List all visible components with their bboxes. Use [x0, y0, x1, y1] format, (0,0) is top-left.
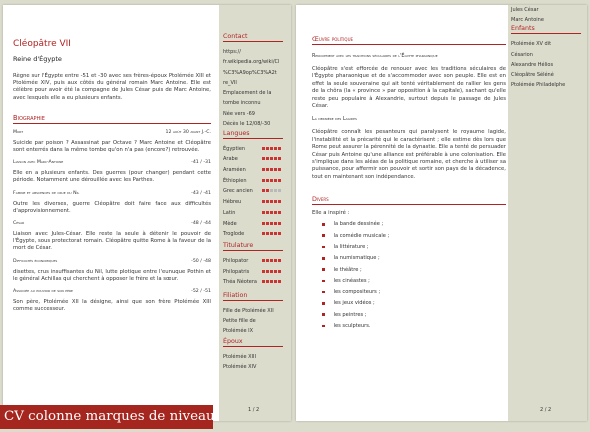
enfants-list	[508, 39, 587, 90]
level-mark	[266, 222, 269, 225]
divers-item	[322, 298, 506, 309]
bullet-icon	[322, 280, 325, 283]
titulature-name: Philopatris	[223, 268, 250, 275]
filiation-list	[219, 306, 291, 337]
enfant-line: Ptolémée XV dit	[511, 41, 552, 48]
langue-name: Éthiopien	[223, 177, 247, 184]
langue-name: Mède	[223, 220, 237, 227]
titulature-name: Philopator	[223, 257, 249, 264]
level-mark	[278, 232, 281, 235]
level-mark	[278, 259, 281, 262]
level-mark	[262, 157, 265, 160]
oeuvre-paragraph-1: Cléopâtre s'est efforcée de renouer avec les traditions séculaires de l'Égypte pharaonique et de s'accommoder avec son peuple. Elle est en effet la seule souveraine qui ait tenté véritablement de rallier les gens de la chôra (la « province » par opposition à la capitale), sachant qu'elle reste peu populaire à Alexandrie, surtout depuis le passage de Jules César.	[312, 66, 506, 110]
level-mark	[270, 168, 273, 171]
enfant-line: Césarion	[511, 51, 533, 58]
level-mark	[274, 232, 277, 235]
level-mark	[278, 179, 281, 182]
epoux-continued-list	[508, 5, 587, 25]
level-mark	[278, 147, 281, 150]
biography-entry-text: Elle en a plusieurs enfants. Des guerres (pour changer) pendant cette période. Notamment une dérouillée avec les Parthes.	[13, 170, 211, 184]
contact-line: tombe inconnu	[223, 100, 261, 107]
level-mark	[278, 200, 281, 203]
level-marks	[262, 188, 282, 194]
langue-row	[223, 197, 291, 208]
langue-name: Troglode	[223, 231, 245, 238]
person-role: Reine d'Égypte	[13, 55, 62, 63]
langue-name: Hébreu	[223, 199, 242, 206]
biography-entry-header	[13, 130, 211, 135]
divers-item-text: le théâtre ;	[333, 266, 362, 273]
divers-item	[322, 275, 506, 286]
level-mark	[262, 147, 265, 150]
contact-line: re_VII	[223, 79, 237, 86]
epoux-line: Ptolémée XIII	[223, 353, 256, 360]
biography-list	[13, 130, 211, 314]
biography-entry-text: disettes, crus insuffisantes du Nil, lutte plotique entre l'eunuque Pothin et le général Achillas qui cherchent à opposer le frère et la sœur.	[13, 268, 211, 282]
page-1	[3, 5, 291, 421]
divers-item-text: les peintres ;	[333, 311, 367, 318]
biography-entry-date: -43 / -41	[191, 190, 211, 196]
titulature-row	[223, 277, 291, 288]
level-mark	[274, 189, 277, 192]
titulature-heading: Titulature	[223, 242, 283, 251]
level-marks	[262, 269, 282, 275]
level-mark	[278, 222, 281, 225]
level-mark	[274, 168, 277, 171]
level-mark	[274, 280, 277, 283]
level-mark	[278, 189, 281, 192]
biography-entry-date: -50 / -48	[191, 258, 211, 264]
biography-entry-text: Liaison avec Jules-César. Elle reste la seule à détenir le pouvoir de l'Égypte, sous protectorat romain. Cléopâtre quitte Rome à la faveur de la mort de César.	[13, 231, 211, 252]
divers-item-text: les jeux vidéos ;	[333, 300, 375, 307]
page-2	[296, 5, 587, 421]
biography-entry-text: Son père, Ptolémée XII la désigne, ainsi que son frère Ptolémée XIII comme successeur.	[13, 299, 211, 313]
biography-entry-text: Suicide par poison ? Assassinat par Octave ? Marc Antoine et Cléopâtre sont enterrés dans la même tombe qu'on n'a pas (encore?) retrouvée.	[13, 139, 211, 154]
bullet-icon	[322, 223, 325, 226]
langue-row	[223, 208, 291, 219]
biography-entry-title: Difficultés économiques	[13, 258, 58, 264]
titulature-row	[223, 266, 291, 277]
divers-list	[322, 219, 506, 332]
level-mark	[278, 211, 281, 214]
level-marks	[262, 167, 282, 173]
level-mark	[266, 270, 269, 273]
level-mark	[270, 211, 273, 214]
biography-entry	[13, 289, 211, 313]
oeuvre-heading: Œuvre politique	[312, 35, 506, 45]
epoux-heading: Époux	[223, 338, 283, 347]
level-mark	[266, 189, 269, 192]
level-mark	[270, 270, 273, 273]
divers-item	[322, 309, 506, 320]
biography-entry	[13, 130, 211, 154]
titulature-row	[223, 256, 291, 267]
title-banner: CV colonne marques de niveau	[0, 405, 213, 429]
level-mark	[274, 200, 277, 203]
enfants-heading: Enfants	[511, 25, 581, 34]
epoux-list	[219, 352, 291, 373]
bullet-icon	[322, 302, 325, 305]
level-mark	[262, 270, 265, 273]
biography-entry-date: -48 / -44	[191, 221, 211, 227]
divers-item	[322, 253, 506, 264]
level-mark	[266, 200, 269, 203]
divers-item-text: les compositeurs ;	[333, 289, 381, 296]
epoux-line: Jules César	[511, 7, 539, 13]
page-2-sidebar	[508, 5, 587, 421]
level-mark	[274, 222, 277, 225]
level-mark	[270, 147, 273, 150]
biography-entry-date: 12 août 30 avant J.-C.	[165, 129, 211, 135]
level-marks	[262, 146, 282, 152]
level-mark	[266, 179, 269, 182]
level-mark	[266, 259, 269, 262]
langue-name: Araméen	[223, 167, 246, 174]
level-mark	[274, 179, 277, 182]
filiation-line: Ptolémée IX	[223, 328, 254, 335]
langue-row	[223, 218, 291, 229]
bullet-icon	[322, 313, 325, 316]
level-marks	[262, 221, 282, 227]
titulature-list	[219, 256, 291, 288]
level-mark	[262, 168, 265, 171]
level-mark	[278, 280, 281, 283]
biography-entry-text: Outre les diverses, guerre Cléopâtre doit faire face aux difficultés d'approvisionnement.	[13, 200, 211, 214]
level-mark	[274, 211, 277, 214]
divers-heading: Divers	[312, 195, 506, 205]
page-1-sidebar	[219, 5, 291, 421]
biography-entry-header	[13, 259, 211, 264]
divers-item-text: les sculpteurs.	[333, 323, 371, 329]
level-marks	[262, 199, 282, 205]
langues-list	[219, 143, 291, 239]
titulature-name: Théa Néotera	[223, 279, 257, 286]
biography-entry-title: Famine et abscences de crue du Nil	[13, 190, 80, 196]
contact-heading: Contact	[223, 33, 283, 42]
intro-paragraph: Règne sur l'Égypte entre -51 et -30 avec ses frères-époux Ptolémée XIII et Ptolémée XIV, puis aux côtés du général romain Marc Antoine. Elle est célèbre pour avoir été la compagne de Jules César puis de Marc Antoine, avec lesquels elle a eu plusieurs enfants.	[13, 73, 211, 101]
filiation-heading: Filiation	[223, 292, 283, 301]
level-mark	[270, 200, 273, 203]
divers-item-text: la numismatique ;	[333, 255, 380, 262]
page-number: 1 / 2	[248, 407, 260, 413]
filiation-line: Fille de Ptolémée XII	[223, 307, 274, 314]
level-marks	[262, 258, 282, 264]
contact-line: %C3%A9op%C3%A2t	[223, 69, 277, 76]
contact-line: Emplacement de la	[223, 90, 272, 97]
biography-entry-header	[13, 289, 211, 294]
epoux-line: Marc Antoine	[511, 17, 544, 24]
divers-intro: Elle a inspiré :	[312, 210, 350, 217]
page-1-main-column	[13, 5, 211, 421]
level-mark	[274, 147, 277, 150]
level-mark	[262, 259, 265, 262]
level-mark	[262, 200, 265, 203]
bullet-icon	[322, 268, 325, 271]
page-number: 2 / 2	[540, 407, 552, 413]
level-mark	[270, 189, 273, 192]
level-mark	[262, 280, 265, 283]
enfant-line: Alexandre Hélios	[511, 61, 554, 68]
level-mark	[274, 157, 277, 160]
langue-name: Latin	[223, 209, 236, 216]
level-mark	[262, 179, 265, 182]
biography-entry-date: -52 / -51	[191, 289, 211, 295]
langue-row	[223, 154, 291, 165]
divers-item-text: les cinéastes ;	[333, 277, 370, 284]
page-2-main-column	[312, 5, 506, 421]
biography-entry-header	[13, 221, 211, 226]
divers-item	[322, 264, 506, 275]
biography-heading: Biographie	[13, 114, 211, 124]
level-mark	[266, 211, 269, 214]
level-mark	[278, 168, 281, 171]
biography-entry	[13, 160, 211, 184]
langue-row	[223, 229, 291, 240]
bullet-icon	[322, 291, 325, 294]
oeuvre-paragraph-2: Cléopâtre connaît les pesanteurs qui paralysent le royaume lagide, l'instabilité et la précarité qui le caractérisent ; elle estime dès lors que Rome peut assurer la pérennité de la dynastie. Elle a tenté de persuader César puis Antoine qu'une alliance est préférable à une colonisation. Elle s'implique dans les aléas de la politique romaine, et cherche à utiliser sa puissance, pour affermir son pouvoir et sortir son pays de la décadence, tout en maintenant son indépendance.	[312, 129, 506, 180]
langue-row	[223, 165, 291, 176]
level-mark	[274, 270, 277, 273]
biography-entry-title: Mort	[13, 129, 24, 135]
langue-row	[223, 143, 291, 154]
langue-name: Égyptien	[223, 145, 246, 152]
biography-entry	[13, 259, 211, 283]
bullet-icon	[322, 325, 325, 328]
level-mark	[270, 280, 273, 283]
level-mark	[270, 179, 273, 182]
biography-entry-date: -41 / -31	[191, 160, 211, 166]
divers-item	[322, 320, 506, 331]
biography-entry-title: César	[13, 221, 25, 227]
level-mark	[278, 157, 281, 160]
langue-name: Arabe	[223, 156, 238, 163]
level-mark	[266, 280, 269, 283]
person-name: Cléopâtre VII	[13, 39, 71, 49]
level-mark	[270, 259, 273, 262]
level-mark	[266, 232, 269, 235]
divers-item	[322, 241, 506, 252]
bullet-icon	[322, 257, 325, 260]
langue-name: Grec ancien	[223, 188, 253, 195]
langue-row	[223, 186, 291, 197]
level-mark	[270, 222, 273, 225]
bullet-icon	[322, 246, 325, 249]
filiation-line: Petite fille de	[223, 317, 256, 324]
bullet-icon	[322, 234, 325, 237]
divers-item-text: la comédie musicale ;	[333, 232, 390, 239]
level-mark	[262, 222, 265, 225]
divers-item	[322, 219, 506, 230]
level-marks	[262, 178, 282, 184]
level-mark	[266, 168, 269, 171]
level-marks	[262, 231, 282, 237]
level-mark	[266, 157, 269, 160]
level-marks	[262, 279, 282, 285]
contact-line: Née vers -69	[223, 110, 255, 117]
biography-entry-title: Liaison avec Marc-Antoine	[13, 160, 64, 166]
level-mark	[278, 270, 281, 273]
divers-item-text: la littérature ;	[333, 243, 369, 250]
divers-item-text: la bande dessinée ;	[333, 221, 384, 228]
level-marks	[262, 156, 282, 162]
enfant-line: Cléopâtre Séléné	[511, 72, 554, 79]
oeuvre-subheading-1: Renouement avec les traditions séculaires de l'Égypte pharaonique	[312, 53, 438, 59]
contact-line: https://	[223, 49, 241, 55]
langue-row	[223, 175, 291, 186]
level-mark	[270, 157, 273, 160]
contact-line: Décès le 12/08/-30	[223, 121, 271, 128]
level-mark	[274, 259, 277, 262]
contact-list	[219, 47, 291, 129]
level-mark	[266, 147, 269, 150]
level-mark	[262, 232, 265, 235]
biography-entry	[13, 221, 211, 253]
level-mark	[262, 189, 265, 192]
oeuvre-subheading-2: La dernière des Lagides	[312, 116, 357, 123]
biography-entry-title: Associée au pouvoir de son père	[13, 289, 73, 295]
level-mark	[262, 211, 265, 214]
enfant-line: Ptolémée Philadelphe	[511, 82, 566, 89]
level-marks	[262, 210, 282, 216]
contact-line: fr.wikipedia.org/wiki/Cl	[223, 59, 280, 66]
biography-entry-header	[13, 160, 211, 165]
biography-entry-header	[13, 191, 211, 196]
epoux-line: Ptolémée XIV	[223, 363, 257, 370]
level-mark	[270, 232, 273, 235]
langues-heading: Langues	[223, 130, 283, 139]
divers-item	[322, 230, 506, 241]
divers-item	[322, 286, 506, 297]
biography-entry	[13, 191, 211, 215]
